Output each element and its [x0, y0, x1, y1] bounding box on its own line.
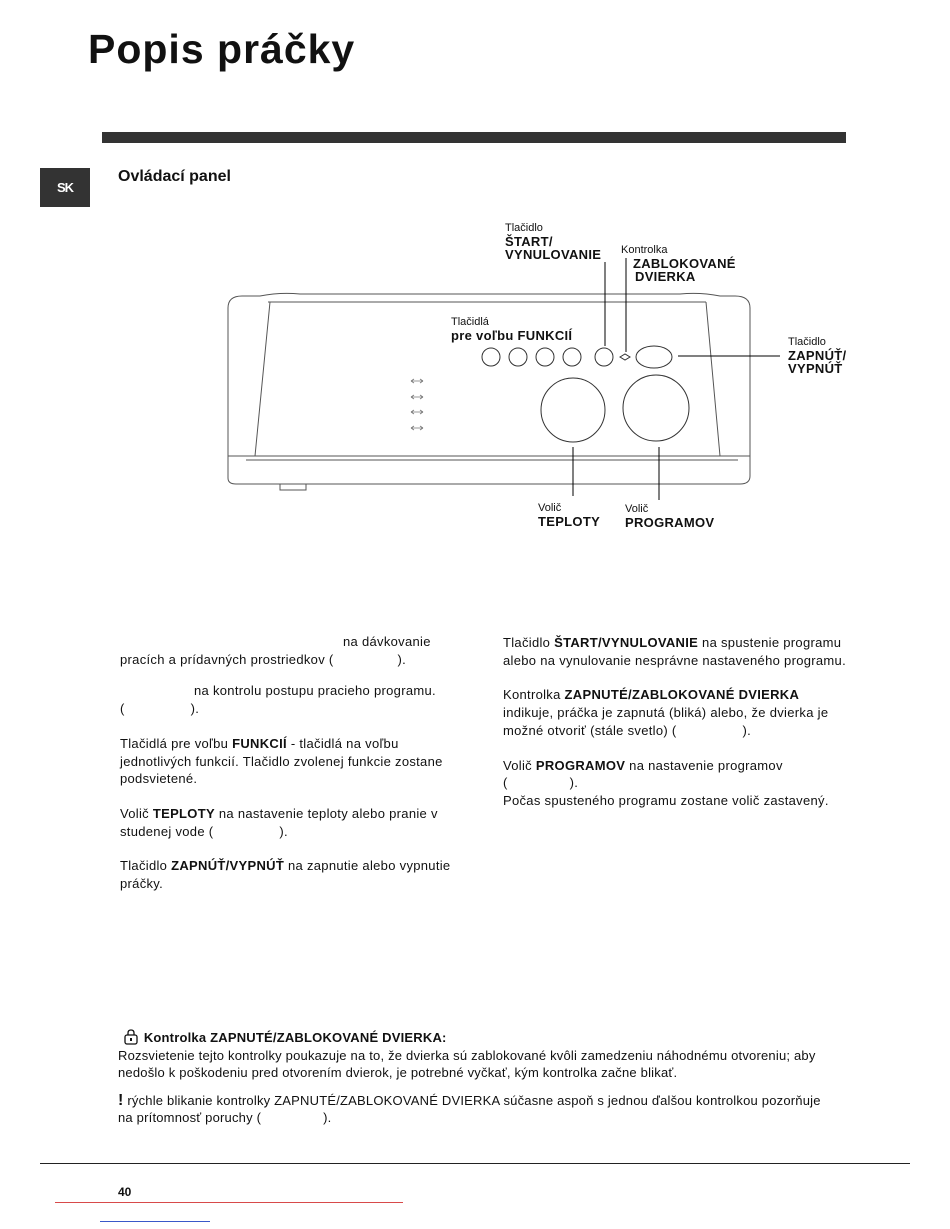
power-paragraph: Tlačidlo ZAPNÚŤ/VYPNÚŤ na zapnutie alebo vypnutie práčky.: [120, 858, 451, 892]
warning-mark-icon: !: [118, 1091, 124, 1109]
footer-blue-line: [100, 1221, 210, 1222]
label-door-lock: Kontrolka ZABLOKOVANÉ DVIERKA: [621, 244, 736, 284]
programs-paragraph: Volič PROGRAMOV na nastavenie programov ( ). Počas spusteného programu zostane volič zastavený.: [503, 757, 829, 808]
left-description-column: [120, 633, 462, 910]
leader-lines: [0, 0, 950, 560]
warning-paragraph: ! rýchle blikanie kontrolky ZAPNUTÉ/ZABLOKOVANÉ DVIERKA súčasne aspoň s jednou ďalšou kontrolkou pozorňuje na prítomnosť poruchy ( ).: [118, 1091, 821, 1125]
label-power-button: Tlačidlo ZAPNÚŤ/ VYPNÚŤ: [788, 336, 847, 376]
right-description-column: [503, 634, 849, 810]
page-title: Popis práčky: [88, 26, 356, 72]
dispenser-paragraph: na dávkovanie pracích a prídavných prostriedkov ( ).: [120, 634, 431, 667]
start-reset-paragraph: Tlačidlo ŠTART/VYNULOVANIE na spustenie programu alebo na vynulovanie nesprávne nastaveného programu.: [503, 635, 846, 668]
footer-divider: [40, 1163, 910, 1164]
note-heading: Kontrolka ZAPNUTÉ/ZABLOKOVANÉ DVIERKA:: [118, 1029, 858, 1047]
progress-paragraph: na kontrolu postupu pracieho programu. ( ).: [120, 683, 436, 717]
label-start-reset: Tlačidlo ŠTART/ VYNULOVANIE: [505, 222, 602, 262]
label-program-knob: Volič PROGRAMOV: [625, 503, 715, 530]
note-body: Rozsvietenie tejto kontrolky poukazuje na to, že dvierka sú zablokované kvôli zamedzeniu náhodnému otvoreniu; aby nedošlo k poškodeniu pred otvorením dvierok, je potrebné vyčkať, kým kontrolka začne blikať.: [118, 1047, 816, 1080]
padlock-icon: [122, 1029, 140, 1045]
temperature-paragraph: Volič TEPLOTY na nastavenie teploty alebo pranie v studenej vode ( ).: [120, 805, 438, 839]
door-lock-paragraph: Kontrolka ZAPNUTÉ/ZABLOKOVANÉ DVIERKA indikuje, práčka je zapnutá (bliká) alebo, že dvierka je možné otvoriť (stále svetlo) ( ).: [503, 687, 829, 738]
label-function-buttons: Tlačidlá pre voľbu FUNKCIÍ: [451, 316, 573, 343]
door-lock-note: [118, 1029, 858, 1127]
label-temperature-knob: Volič TEPLOTY: [538, 502, 601, 529]
footer-red-line: [55, 1202, 403, 1203]
language-tab: SK: [40, 168, 90, 207]
section-heading: Ovládací panel: [118, 168, 231, 185]
page-number: 40: [118, 1185, 132, 1199]
functions-paragraph: Tlačidlá pre voľbu FUNKCIÍ - tlačidlá na voľbu jednotlivých funkcií. Tlačidlo zvolenej funkcie zostane podsvietené.: [120, 735, 443, 787]
